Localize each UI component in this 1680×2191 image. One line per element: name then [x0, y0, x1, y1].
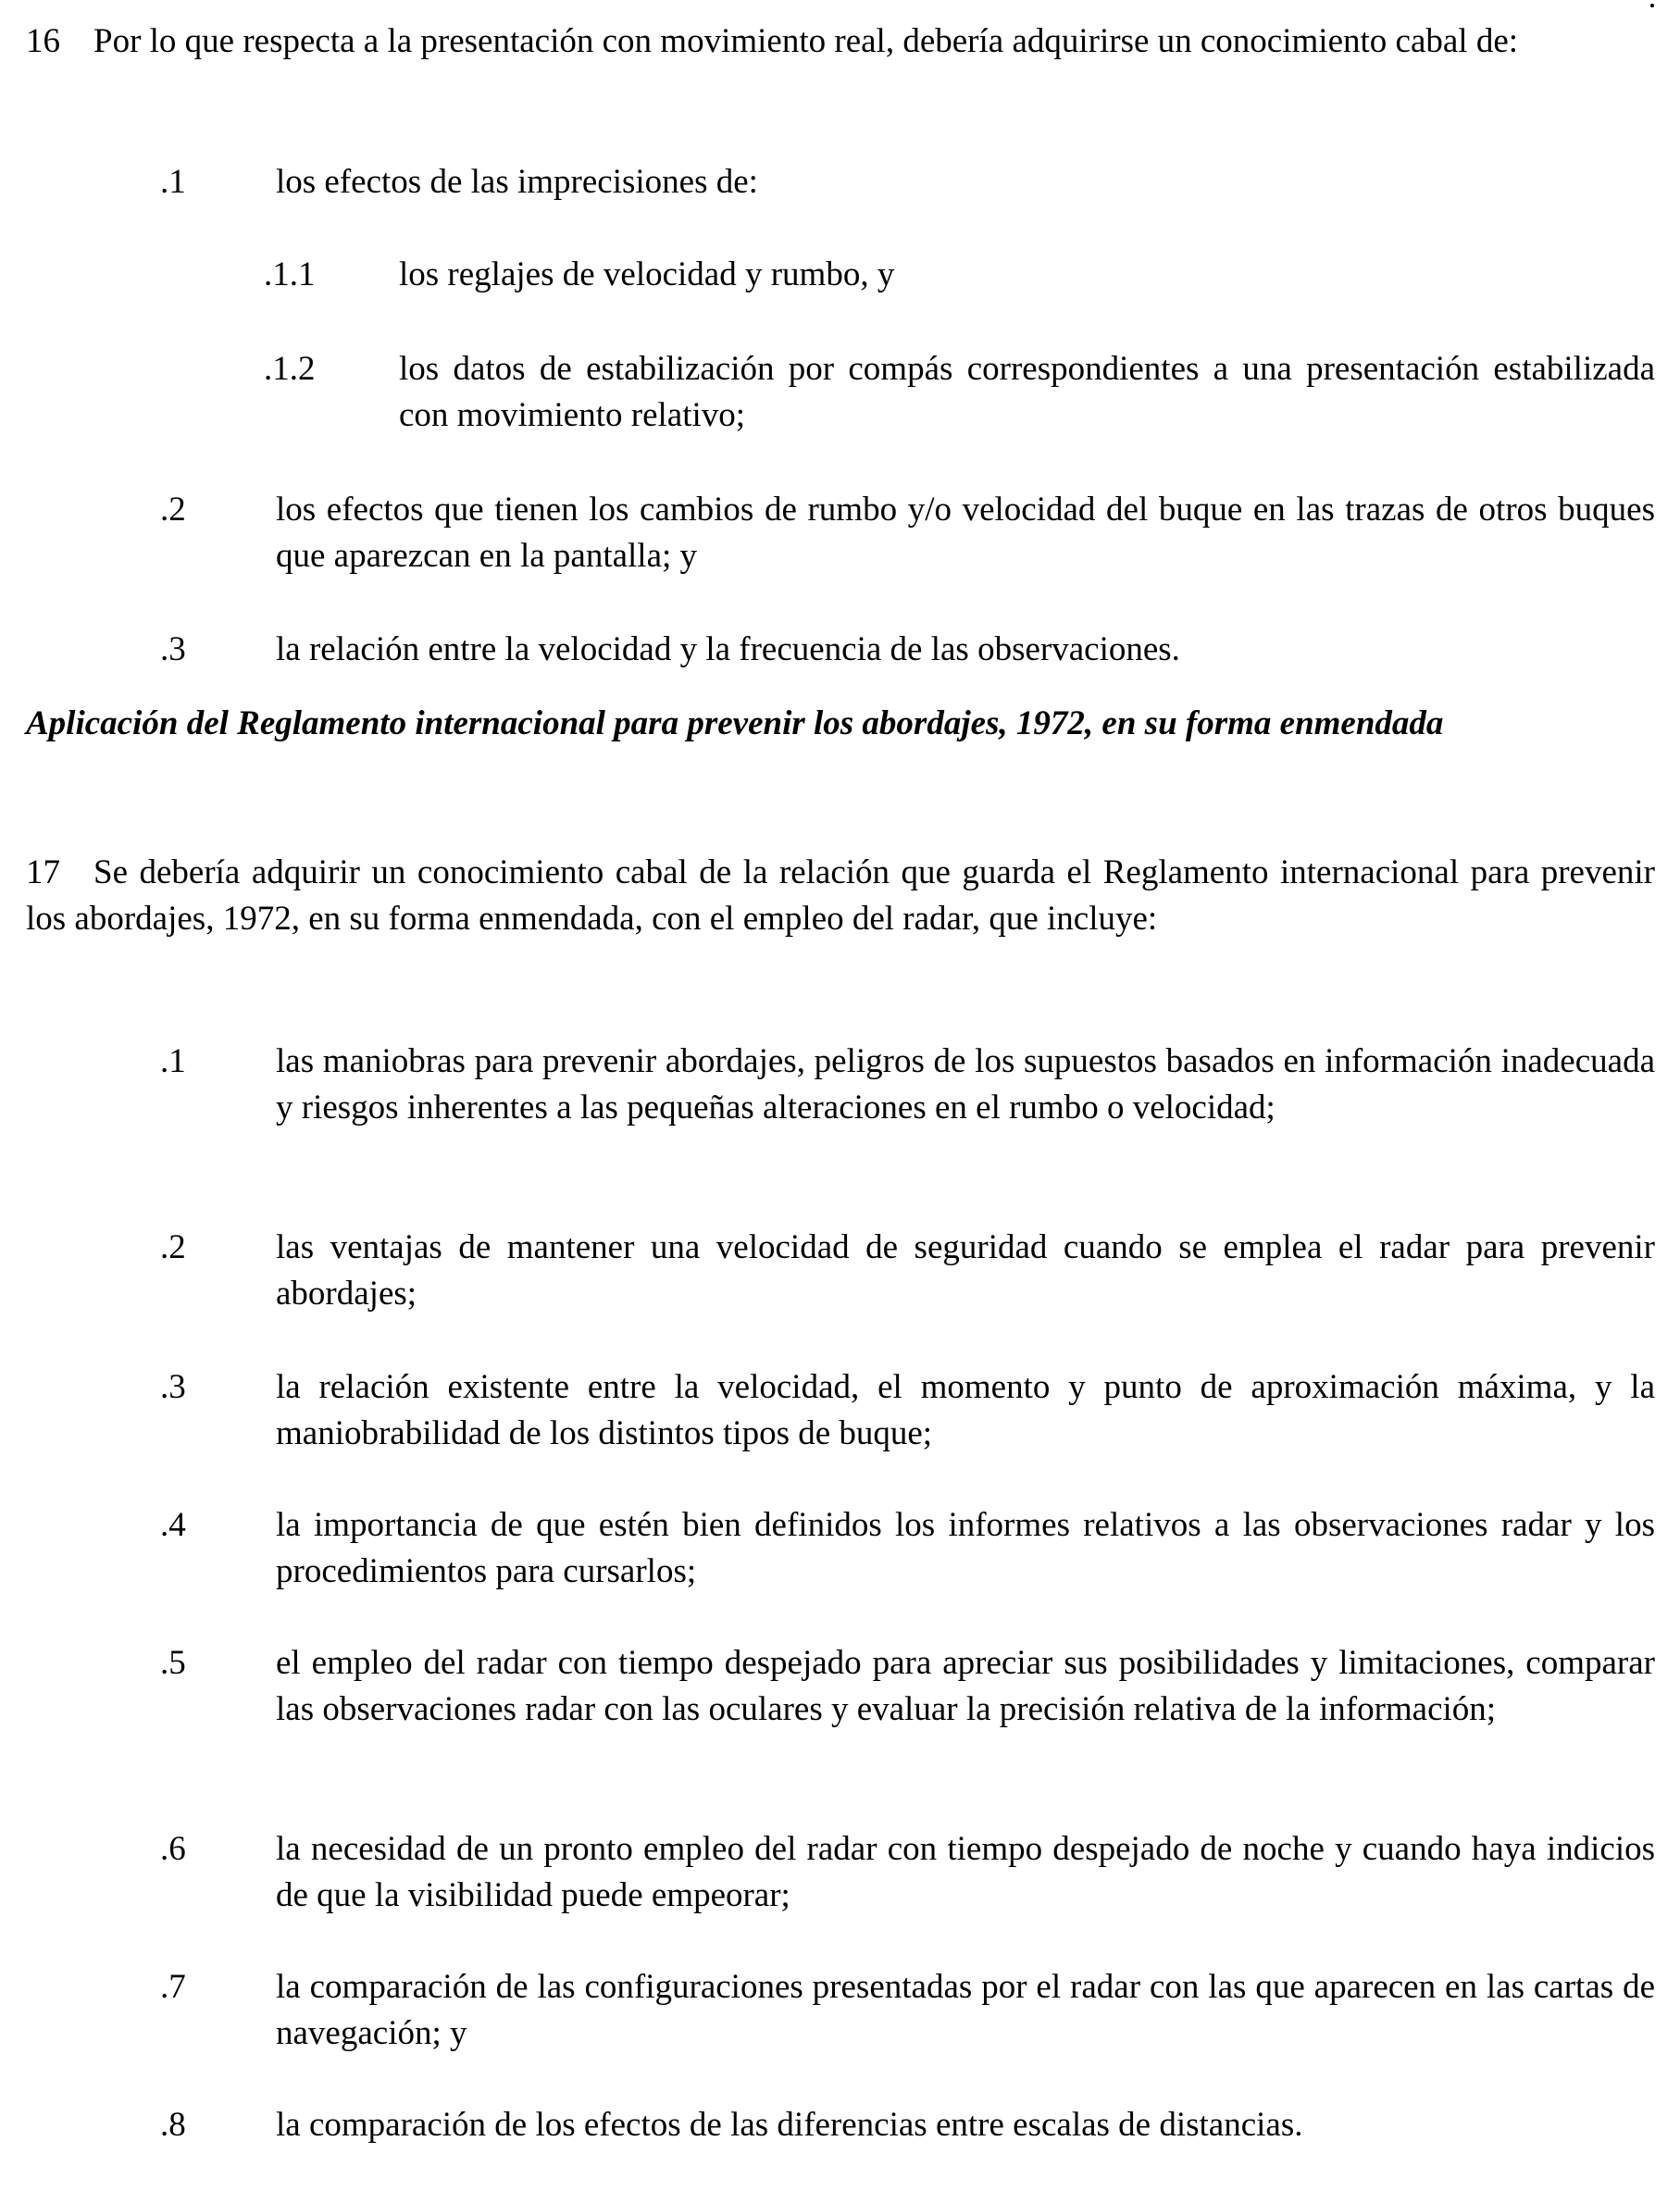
scan-mark: [1650, 4, 1654, 7]
item-number: .1: [160, 163, 186, 201]
item-number: .7: [160, 1968, 186, 2006]
item-text: los efectos que tienen los cambios de rumbo y/o velocidad del buque en las trazas de otros buques que aparezcan en la pantalla; y: [276, 491, 1655, 575]
item-number: .1: [160, 1042, 186, 1080]
item-text: la relación existente entre la velocidad, el momento y punto de aproximación máxima, y la maniobrabilidad de los distintos tipos de buque;: [276, 1368, 1655, 1452]
paragraph-text: Por lo que respecta a la presentación con movimiento real, debería adquirirse un conocimiento cabal de:: [93, 22, 1519, 60]
item-text: el empleo del radar con tiempo despejado para apreciar sus posibilidades y limitaciones, comparar las observaciones radar con las oculares y evaluar la precisión relativa de la información;: [276, 1644, 1655, 1728]
item-text: las ventajas de mantener una velocidad de seguridad cuando se emplea el radar para prevenir abordajes;: [276, 1228, 1655, 1313]
paragraph-number: 16: [26, 22, 60, 60]
item-text: la comparación de las configuraciones presentadas por el radar con las que aparecen en las cartas de navegación; y: [276, 1968, 1655, 2052]
item-number: .6: [160, 1830, 186, 1868]
item-text: la necesidad de un pronto empleo del radar con tiempo despejado de noche y cuando haya indicios de que la visibilidad puede empeorar;: [276, 1830, 1655, 1914]
paragraph-17: [26, 850, 1655, 942]
paragraph-number: 17: [26, 853, 60, 891]
item-number: .1.1: [264, 255, 316, 293]
item-number: .4: [160, 1506, 186, 1544]
item-number: .1.2: [264, 350, 316, 388]
item-text: la comparación de los efectos de las diferencias entre escalas de distancias.: [276, 2106, 1303, 2144]
item-number: .3: [160, 630, 186, 668]
section-heading: Aplicación del Reglamento internacional para prevenir los abordajes, 1972, en su forma enmendada: [26, 704, 1444, 742]
item-number: .2: [160, 491, 186, 529]
item-number: .2: [160, 1228, 186, 1266]
item-number: .5: [160, 1644, 186, 1682]
item-text: los efectos de las imprecisiones de:: [276, 163, 758, 201]
item-text: los reglajes de velocidad y rumbo, y: [399, 255, 895, 293]
paragraph-text: Se debería adquirir un conocimiento cabal de la relación que guarda el Reglamento internacional para prevenir los abordajes, 1972, en su forma enmendada, con el empleo del radar, que incluye:: [26, 853, 1655, 938]
item-text: los datos de estabilización por compás correspondientes a una presentación estabilizada con movimiento relativo;: [399, 350, 1655, 434]
item-text: la importancia de que estén bien definidos los informes relativos a las observaciones radar y los procedimientos para cursarlos;: [276, 1506, 1655, 1590]
item-text: la relación entre la velocidad y la frecuencia de las observaciones.: [276, 630, 1180, 668]
paragraph-16: [26, 19, 1655, 65]
item-number: .8: [160, 2106, 186, 2144]
item-number: .3: [160, 1368, 186, 1406]
item-text: las maniobras para prevenir abordajes, peligros de los supuestos basados en información inadecuada y riesgos inherentes a las pequeñas alteraciones en el rumbo o velocidad;: [276, 1042, 1655, 1127]
